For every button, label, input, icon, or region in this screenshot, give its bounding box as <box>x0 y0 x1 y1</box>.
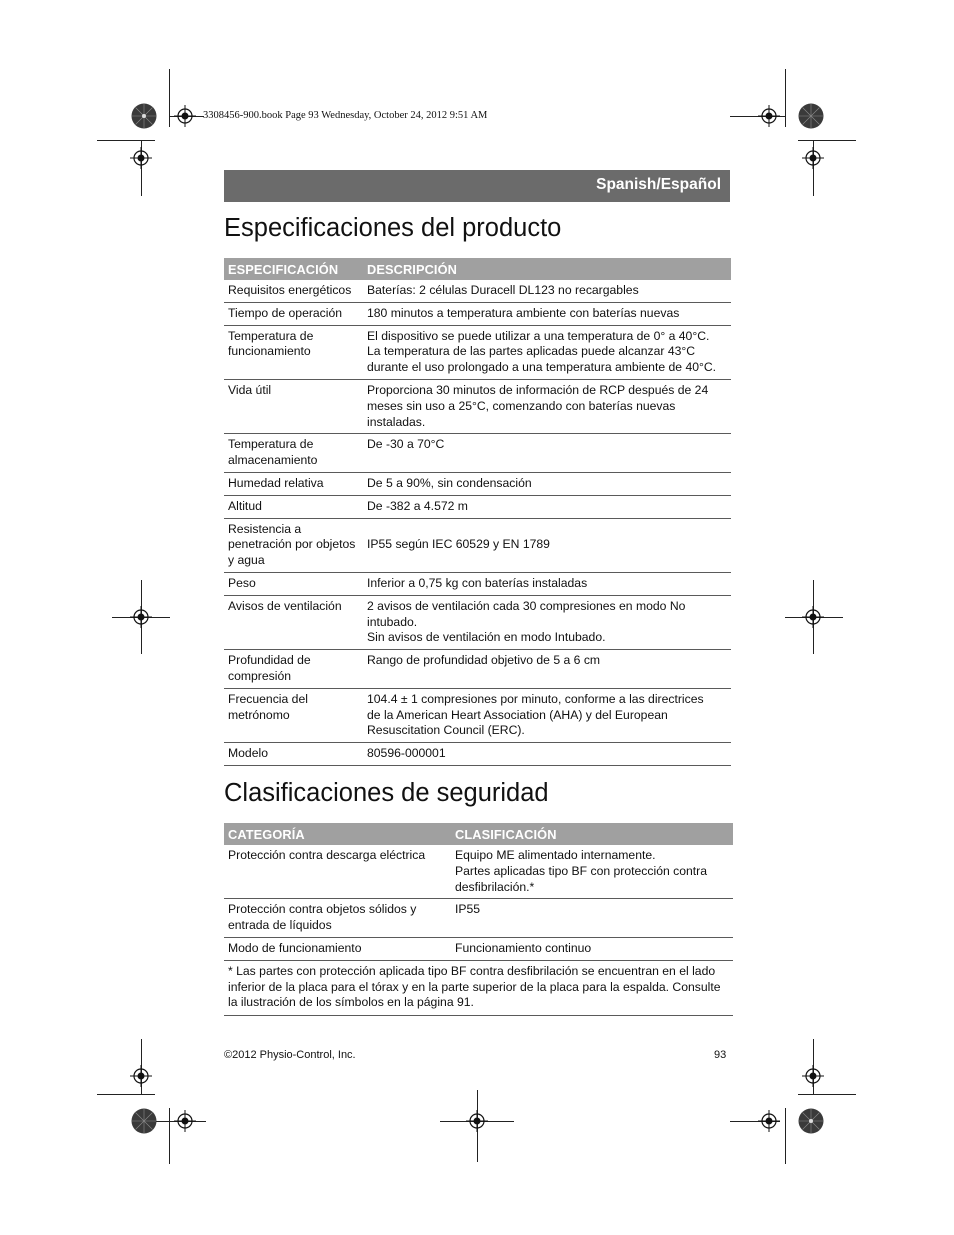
spec-name-cell: Avisos de ventilación <box>224 595 363 649</box>
spec-table <box>224 258 731 766</box>
footer-page-number: 93 <box>714 1049 727 1061</box>
registration-target-icon <box>802 1065 824 1087</box>
registration-target-icon <box>174 105 196 127</box>
color-rosette-icon <box>798 103 824 129</box>
safety-table <box>224 823 733 1016</box>
safety-classification-cell: IP55 <box>451 899 733 938</box>
spec-table-row <box>224 302 731 325</box>
safety-header-classification: CLASIFICACIÓN <box>451 823 733 845</box>
spec-name-cell: Vida útil <box>224 379 363 433</box>
spec-name-cell: Requisitos energéticos <box>224 280 363 302</box>
spec-description-cell: 104.4 ± 1 compresiones por minuto, conforme a las directrices de la American Heart Association (AHA) y del European Resuscitation Council (ERC). <box>363 688 731 742</box>
spec-header-specification: ESPECIFICACIÓN <box>224 258 363 280</box>
spec-name-cell: Modelo <box>224 743 363 766</box>
language-banner <box>224 170 730 202</box>
safety-category-cell: Modo de funcionamiento <box>224 937 451 960</box>
spec-table-row <box>224 434 731 473</box>
spec-table-row <box>224 572 731 595</box>
spec-description-cell: Proporciona 30 minutos de información de RCP después de 24 meses sin uso a 25°C, comenzando con baterías nuevas instaladas. <box>363 379 731 433</box>
safety-footnote: * Las partes con protección aplicada tipo BF contra desfibrilación se encuentran en el lado inferior de la placa para el tórax y en la parte superior de la placa para la espalda. Consulte la ilustración de los símbolos en la página 91. <box>224 960 733 1015</box>
spec-description-cell: El dispositivo se puede utilizar a una temperatura de 0° a 40°C. La temperatura de las partes aplicadas puede alcanzar 43°C durante el uso prolongado a una temperatura ambiente de 40°C. <box>363 325 731 379</box>
spec-table-row <box>224 650 731 689</box>
safety-section-title: Clasificaciones de seguridad <box>224 779 549 807</box>
color-rosette-icon <box>131 103 157 129</box>
safety-header-category: CATEGORÍA <box>224 823 451 845</box>
registration-target-icon <box>802 606 824 628</box>
spec-header-description: DESCRIPCIÓN <box>363 258 731 280</box>
spec-description-cell: Inferior a 0,75 kg con baterías instaladas <box>363 572 731 595</box>
spec-description-cell: IP55 según IEC 60529 y EN 1789 <box>363 518 731 572</box>
safety-footnote-row <box>224 960 733 1015</box>
safety-category-cell: Protección contra descarga eléctrica <box>224 845 451 899</box>
spec-name-cell: Resistencia a penetración por objetos y agua <box>224 518 363 572</box>
registration-target-icon <box>758 1110 780 1132</box>
spec-table-row <box>224 688 731 742</box>
spec-name-cell: Temperatura de almacenamiento <box>224 434 363 473</box>
registration-target-icon <box>758 105 780 127</box>
spec-description-cell: Baterías: 2 células Duracell DL123 no recargables <box>363 280 731 302</box>
spec-name-cell: Tiempo de operación <box>224 302 363 325</box>
spec-table-header <box>224 258 731 280</box>
spec-table-row <box>224 325 731 379</box>
language-label: Spanish/Español <box>596 176 721 193</box>
spec-name-cell: Profundidad de compresión <box>224 650 363 689</box>
registration-target-icon <box>174 1110 196 1132</box>
spec-table-row <box>224 518 731 572</box>
spec-name-cell: Peso <box>224 572 363 595</box>
spec-table-row <box>224 472 731 495</box>
spec-table-row <box>224 595 731 649</box>
registration-target-icon <box>130 1065 152 1087</box>
spec-description-cell: 180 minutos a temperatura ambiente con baterías nuevas <box>363 302 731 325</box>
spec-name-cell: Humedad relativa <box>224 472 363 495</box>
color-rosette-icon <box>131 1108 157 1134</box>
safety-classification-cell: Funcionamiento continuo <box>451 937 733 960</box>
spec-name-cell: Temperatura de funcionamiento <box>224 325 363 379</box>
safety-table-row <box>224 899 733 938</box>
safety-table-header <box>224 823 733 845</box>
registration-target-icon <box>130 606 152 628</box>
safety-table-row <box>224 845 733 899</box>
safety-category-cell: Protección contra objetos sólidos y entrada de líquidos <box>224 899 451 938</box>
spec-name-cell: Frecuencia del metrónomo <box>224 688 363 742</box>
spec-description-cell: De -30 a 70°C <box>363 434 731 473</box>
spec-description-cell: 80596-000001 <box>363 743 731 766</box>
spec-description-cell: Rango de profundidad objetivo de 5 a 6 cm <box>363 650 731 689</box>
spec-section-title: Especificaciones del producto <box>224 214 562 242</box>
color-rosette-icon <box>798 1108 824 1134</box>
footer-copyright: ©2012 Physio-Control, Inc. <box>224 1049 356 1061</box>
spec-table-row <box>224 743 731 766</box>
spec-table-row <box>224 495 731 518</box>
spec-table-row <box>224 280 731 302</box>
spec-description-cell: 2 avisos de ventilación cada 30 compresiones en modo No intubado. Sin avisos de ventilación en modo Intubado. <box>363 595 731 649</box>
book-header-slug: 3308456-900.book Page 93 Wednesday, October 24, 2012 9:51 AM <box>203 110 488 121</box>
spec-name-cell: Altitud <box>224 495 363 518</box>
registration-target-icon <box>466 1110 488 1132</box>
spec-description-cell: De 5 a 90%, sin condensación <box>363 472 731 495</box>
safety-table-row <box>224 937 733 960</box>
spec-table-row <box>224 379 731 433</box>
safety-classification-cell: Equipo ME alimentado internamente. Partes aplicadas tipo BF con protección contra desfibrilación.* <box>451 845 733 899</box>
spec-description-cell: De -382 a 4.572 m <box>363 495 731 518</box>
registration-target-icon <box>130 147 152 169</box>
registration-target-icon <box>802 147 824 169</box>
